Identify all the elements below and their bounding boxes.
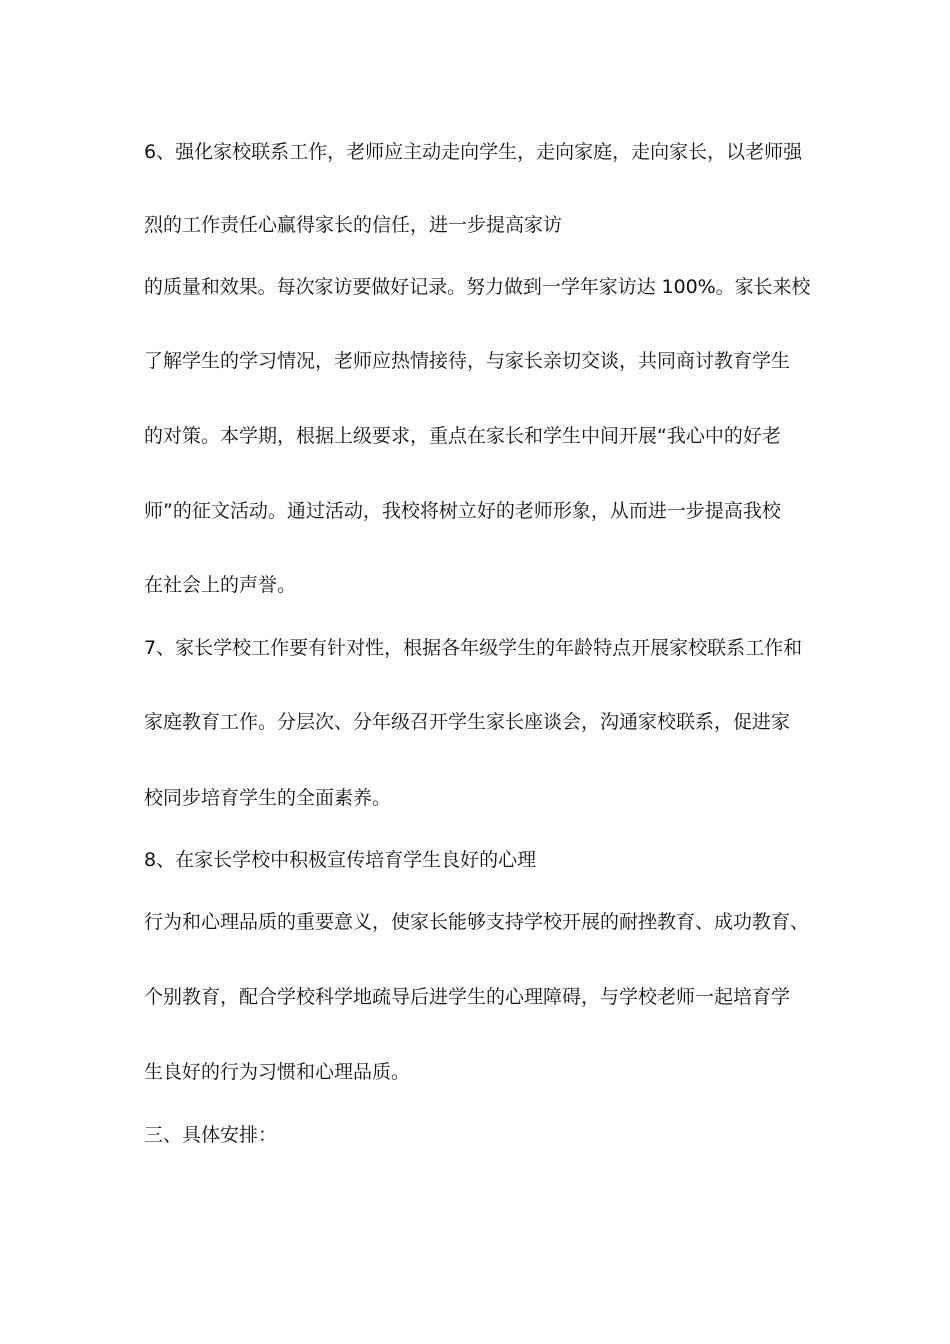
paragraph-6-line-1: 6、强化家校联系工作，老师应主动走向学生，走向家庭，走向家长，以老师强: [144, 141, 803, 163]
paragraph-6-line-3: 的质量和效果。每次家访要做好记录。努力做到一学年家访达 100%。家长来校: [144, 276, 811, 298]
paragraph-8-line-3: 个别教育，配合学校科学地疏导后进学生的心理障碍，与学校老师一起培育学: [144, 986, 791, 1008]
paragraph-7-line-2: 家庭教育工作。分层次、分年级召开学生家长座谈会，沟通家校联系，促进家: [144, 711, 791, 733]
paragraph-8-line-2: 行为和心理品质的重要意义，使家长能够支持学校开展的耐挫教育、成功教育、: [144, 911, 810, 933]
paragraph-6-line-5: 的对策。本学期，根据上级要求，重点在家长和学生中间开展“我心中的好老: [144, 425, 781, 447]
paragraph-6-line-6: 师”的征文活动。通过活动，我校将树立好的老师形象，从而进一步提高我校: [144, 500, 781, 522]
paragraph-7-line-1: 7、家长学校工作要有针对性，根据各年级学生的年龄特点开展家校联系工作和: [144, 637, 803, 659]
paragraph-6-line-2: 烈的工作责任心赢得家长的信任，进一步提高家访: [144, 214, 563, 236]
paragraph-8-line-1: 8、在家长学校中积极宣传培育学生良好的心理: [144, 849, 537, 871]
paragraph-6-line-4: 了解学生的学习情况，老师应热情接待，与家长亲切交谈，共同商讨教育学生: [144, 350, 791, 372]
paragraph-6-line-7: 在社会上的声誉。: [144, 574, 297, 596]
paragraph-7-line-3: 校同步培育学生的全面素养。: [144, 787, 392, 809]
paragraph-8-line-4: 生良好的行为习惯和心理品质。: [144, 1061, 411, 1083]
section-heading: 三、具体安排：: [144, 1124, 278, 1146]
